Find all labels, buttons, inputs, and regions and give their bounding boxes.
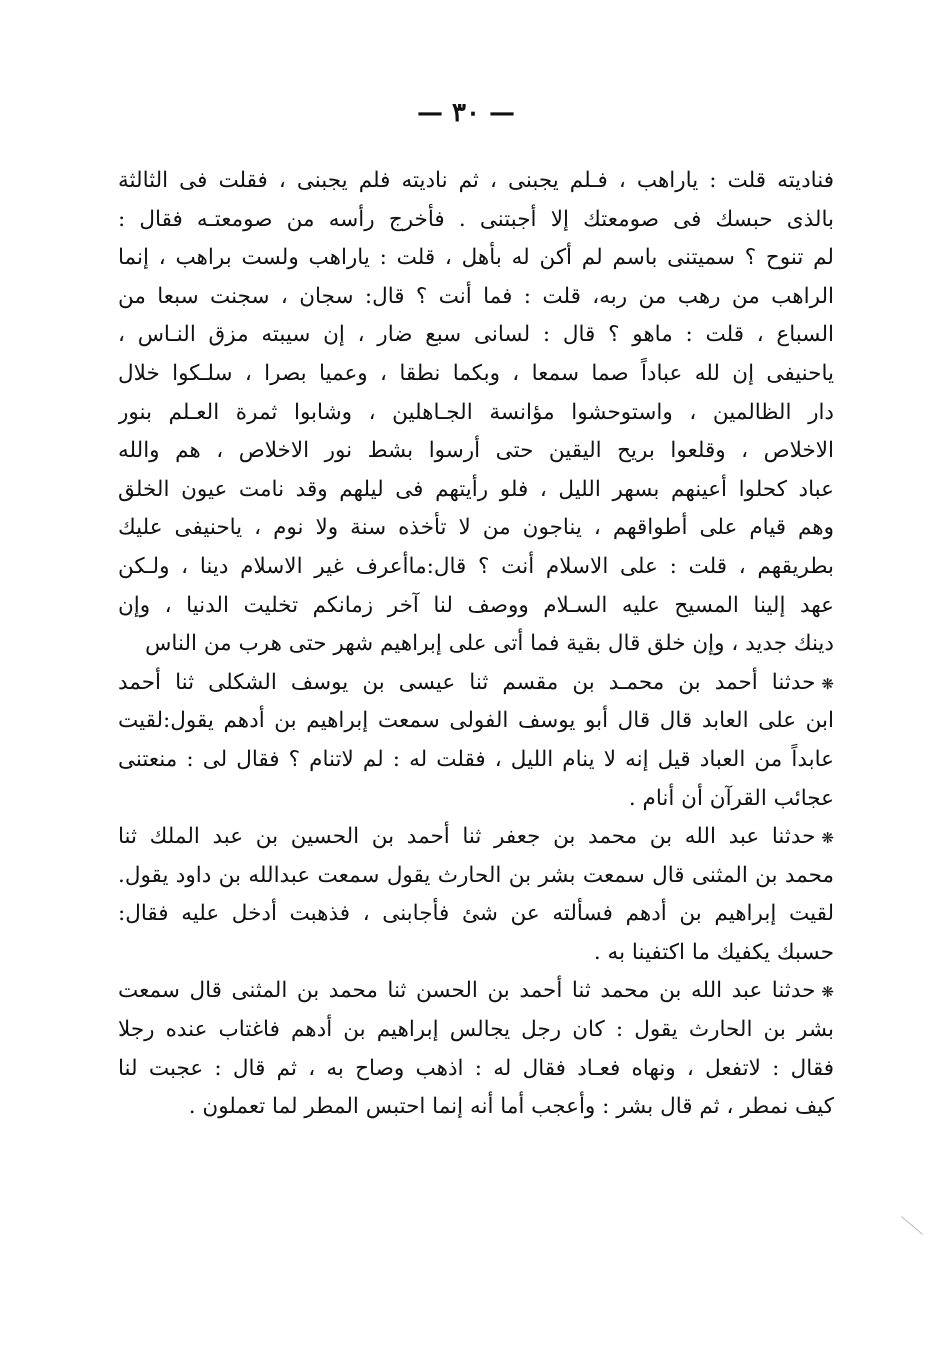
paragraph-ornament: ❋ xyxy=(821,674,834,693)
text-line: الاخلاص ، وقلعوا بريح اليقين حتى أرسوا بشط نور الاخلاص ، هم والله xyxy=(118,438,834,464)
text-line: السباع ، قلت : ماهو ؟ قال : لسانى سبع ضار ، إن سيبته مزق النـاس ، xyxy=(118,322,834,348)
text-line: فقال : لاتفعل ، ونهاه فعـاد فقال له : اذهب وصاح به ، ثم قال : عجبت لنا xyxy=(118,1055,834,1081)
text-line: ياحنيفى إن لله عباداً صما سمعا ، وبكما نطقا ، وعميا بصرا ، سلـكوا خلال xyxy=(118,360,834,386)
text-line: دينك جديد ، وإن خلق قال بقية فما أتى على إبراهيم شهر حتى هرب من الناس xyxy=(145,631,834,657)
paragraph-start-line xyxy=(118,818,834,857)
text-line: بطريقهم ، قلت : على الاسلام أنت ؟ قال:ماأعرف غير الاسلام دينا ، ولـكن xyxy=(118,553,834,579)
paragraph-start-line xyxy=(118,664,834,703)
text-line: بالذى حبسك فى صومعتك إلا أجبتنى . فأخرج رأسه من صومعتـه فقال : xyxy=(118,206,834,232)
text-line: بشر بن الحارث يقول : كان رجل يجالس إبراهيم بن أدهم فاغتاب عنده رجلا xyxy=(118,1017,834,1043)
text-line: كيف نمطر ، ثم قال بشر : وأعجب أما أنه إنما احتبس المطر لما تعملون . xyxy=(188,1094,834,1120)
text-line: عجائب القرآن أن أنام . xyxy=(628,785,834,811)
text-line: فناديته قلت : ياراهب ، فـلم يجبنى ، ثم ناديته فلم يجبنى ، فقلت فى الثالثة xyxy=(118,168,834,193)
text-line: محمد بن المثنى قال سمعت بشر بن الحارث يقول سمعت عبدالله بن داود يقول. xyxy=(118,862,834,888)
text-line: حسبك يكفيك ما اكتفينا به . xyxy=(593,939,834,965)
paragraph-ornament: ❋ xyxy=(821,983,834,1002)
text-line: عباد كحلوا أعينهم بسهر الليل ، فلو رأيتهم فى ليلهم وقد نامت عيون الخلق xyxy=(118,476,834,502)
text-line: دار الظالمين ، واستوحشوا مؤانسة الجـاهلين ، وشابوا ثمرة العـلم بنور xyxy=(118,399,834,425)
text-line: حدثنا عبد الله بن محمد بن جعفر ثنا أحمد بن الحسين بن عبد الملك ثنا xyxy=(118,824,816,850)
body-text xyxy=(118,162,834,1127)
text-line: ابن على العابد قال قال أبو يوسف الفولى سمعت إبراهيم بن أدهم يقول:لقيت xyxy=(118,708,834,734)
page-number: — ٣٠ — xyxy=(416,98,516,128)
text-line: حدثنا أحمد بن محمـد بن مقسم ثنا عيسى بن يوسف الشكلى ثنا أحمد xyxy=(118,669,816,695)
text-line: عابداً من العباد قيل إنه لا ينام الليل ، فقلت له : لم لاتنام ؟ فقال لى : منعتنى xyxy=(118,746,834,772)
text-line: لقيت إبراهيم بن أدهم فسألته عن شئ فأجابنى ، فذهبت أدخل عليه فقال: xyxy=(118,901,834,927)
text-line: لم تنوح ؟ سميتنى باسم لم أكن له بأهل ، قلت : ياراهب ولست براهب ، إنما xyxy=(118,245,834,271)
text-line: حدثنا عبد الله بن محمد ثنا أحمد بن الحسن ثنا محمد بن المثنى قال سمعت xyxy=(118,978,816,1004)
scan-mark xyxy=(901,1216,923,1235)
text-line: عهد إلينا المسيح عليه السـلام ووصف لنا آخر زمانكم تخليت الدنيا ، وإن xyxy=(118,592,834,618)
text-line: وهم قيام على أطواقهم ، يناجون من لا تأخذه سنة ولا نوم ، ياحنيفى عليك xyxy=(118,515,834,541)
paragraph-start-line xyxy=(118,972,834,1011)
text-line: الراهب من رهب من ربه، قلت : فما أنت ؟ قال: سجان ، سجنت سبعا من xyxy=(118,283,834,309)
paragraph-ornament: ❋ xyxy=(821,829,834,848)
